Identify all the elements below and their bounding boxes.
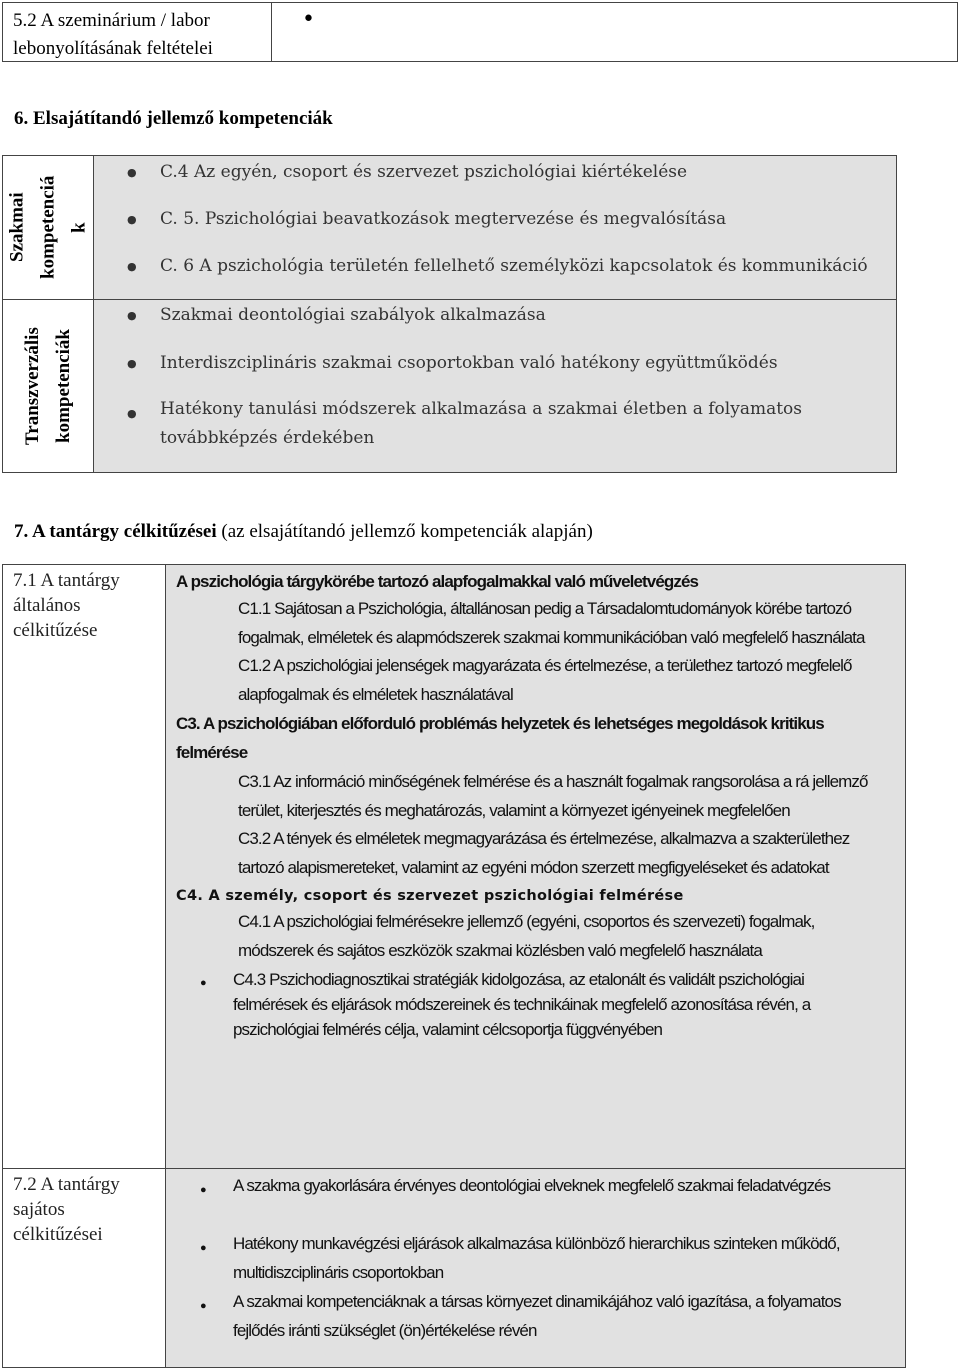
- general-label-line1: 7.1 A tantárgy: [13, 570, 120, 591]
- c11-text: C1.1 Sajátosan a Pszichológia, általlánosan pedig a Társadalomtudományok körébe tartozó fogalmak, elméletek és alapmódszerek szakmai kommunikációban való megfelelő használata: [238, 599, 865, 647]
- general-objective-cell: [165, 564, 906, 1169]
- specific-item: ● A szakma gyakorlására érvényes deontológiai elveknek megfelelő szakmai feladatvégzés: [233, 1172, 883, 1230]
- general-objective-label-cell: [2, 564, 166, 1169]
- c43-text: ● C4.3 Pszichodiagnosztikai stratégiák kidolgozása, az etalonált és validált pszichológiai felmérések és eljárások módszereinek és technikáinak megfelelő azonosítása révén, a pszichológiai felmérés célja, valamint célcsoportja függvényében: [233, 967, 863, 1042]
- c3-title: C3. A pszichológiában előforduló problémás helyzetek és lehetséges megoldások kritikus felmérése: [176, 714, 824, 762]
- professional-label-line1: Szakmai: [6, 192, 28, 263]
- c32-text: C3.2 A tények és elméletek megmagyarázása és értelmezése, alkalmazva a szakterülethez tartozó alapismereteket, valamint az egyéni módon szerzett megfigyeléseket és adatokat: [238, 829, 850, 877]
- specific-item: ● Hatékony munkavégzési eljárások alkalmazása különböző hierarchikus szinteken működő, multidiszciplináris csoportokban: [233, 1230, 883, 1288]
- professional-item: ● C. 6 A pszichológia területén fellelhető személyközi kapcsolatok és kommunikáció: [160, 256, 868, 296]
- professional-item: ● C.4 Az egyén, csoport és szervezet pszichológiai kiértékelése: [160, 162, 868, 209]
- specific-label-line3: célkitűzései: [13, 1224, 103, 1245]
- c1-title: A pszichológia tárgykörébe tartozó alapfogalmakkal való műveletvégzés: [176, 572, 699, 591]
- general-label-line2: általános: [13, 595, 81, 616]
- transversal-label-line1: Transzverzális: [22, 327, 43, 445]
- professional-label-line3: k: [68, 222, 90, 233]
- specific-label-line1: 7.2 A tantárgy: [13, 1174, 120, 1195]
- section7-heading: [14, 521, 593, 543]
- transversal-item: ● Szakmai deontológiai szabályok alkalmazása: [160, 305, 850, 353]
- c4-title: C4. A személy, csoport és szervezet pszichológiai felmérése: [176, 888, 684, 904]
- specific-objective-label-cell: [2, 1168, 166, 1368]
- professional-label-line2: kompetenciá: [37, 175, 59, 280]
- professional-competencies-label-cell: [2, 155, 94, 300]
- transversal-item: ● Interdiszciplináris szakmai csoportokban való hatékony együttműködés: [160, 353, 850, 399]
- c12-text: C1.2 A pszichológiai jelenségek magyarázata és értelmezése, a területhez tartozó megfelelő alapfogalmak és elméletek használatával: [238, 656, 852, 704]
- specific-objective-cell: [165, 1168, 906, 1368]
- seminar-conditions-label-cell: [2, 2, 272, 62]
- section6-heading: 6. Elsajátítandó jellemző kompetenciák: [14, 108, 333, 129]
- general-label-line3: célkitűzése: [13, 620, 98, 641]
- section7-heading-bold: 7. A tantárgy célkitűzései: [14, 521, 217, 542]
- seminar-conditions-value-cell: [271, 2, 958, 62]
- professional-competencies-cell: [93, 155, 897, 300]
- transversal-competencies-label-cell: [2, 299, 94, 473]
- transversal-label-line2: kompetenciák: [53, 329, 74, 443]
- seminar-conditions-label-line2: lebonyolításának feltételei: [13, 38, 213, 59]
- section7-heading-rest: (az elsajátítandó jellemző kompetenciák alapján): [216, 521, 593, 542]
- professional-item: ● C. 5. Pszichológiai beavatkozások megtervezése és megvalósítása: [160, 209, 868, 256]
- c41-text: C4.1 A pszichológiai felmérésekre jellemző (egyéni, csoportos és szervezeti) fogalmak, módszerek és sajátos eszközök szakmai közlésben való megfelelő használata: [238, 912, 815, 960]
- seminar-conditions-label-line1: 5.2 A szeminárium / labor: [13, 10, 210, 31]
- seminar-conditions-bullet: •: [302, 7, 315, 32]
- transversal-competencies-cell: [93, 299, 897, 473]
- specific-label-line2: sajátos: [13, 1199, 65, 1220]
- transversal-item: ● Hatékony tanulási módszerek alkalmazása a szakmai életben a folyamatos továbbképzés érdekében: [160, 395, 850, 453]
- c31-text: C3.1 Az információ minőségének felmérése és a használt fogalmak rangsorolása a rá jellemző terület, kiterjesztés és meghatározás, valamint a környezet igényeinek megfelelően: [238, 772, 868, 820]
- specific-item: ● A szakmai kompetenciáknak a társas környezet dinamikájához való igazítása, a folyamatos fejlődés iránti szükséglet (ön)értékelése révén: [233, 1288, 883, 1345]
